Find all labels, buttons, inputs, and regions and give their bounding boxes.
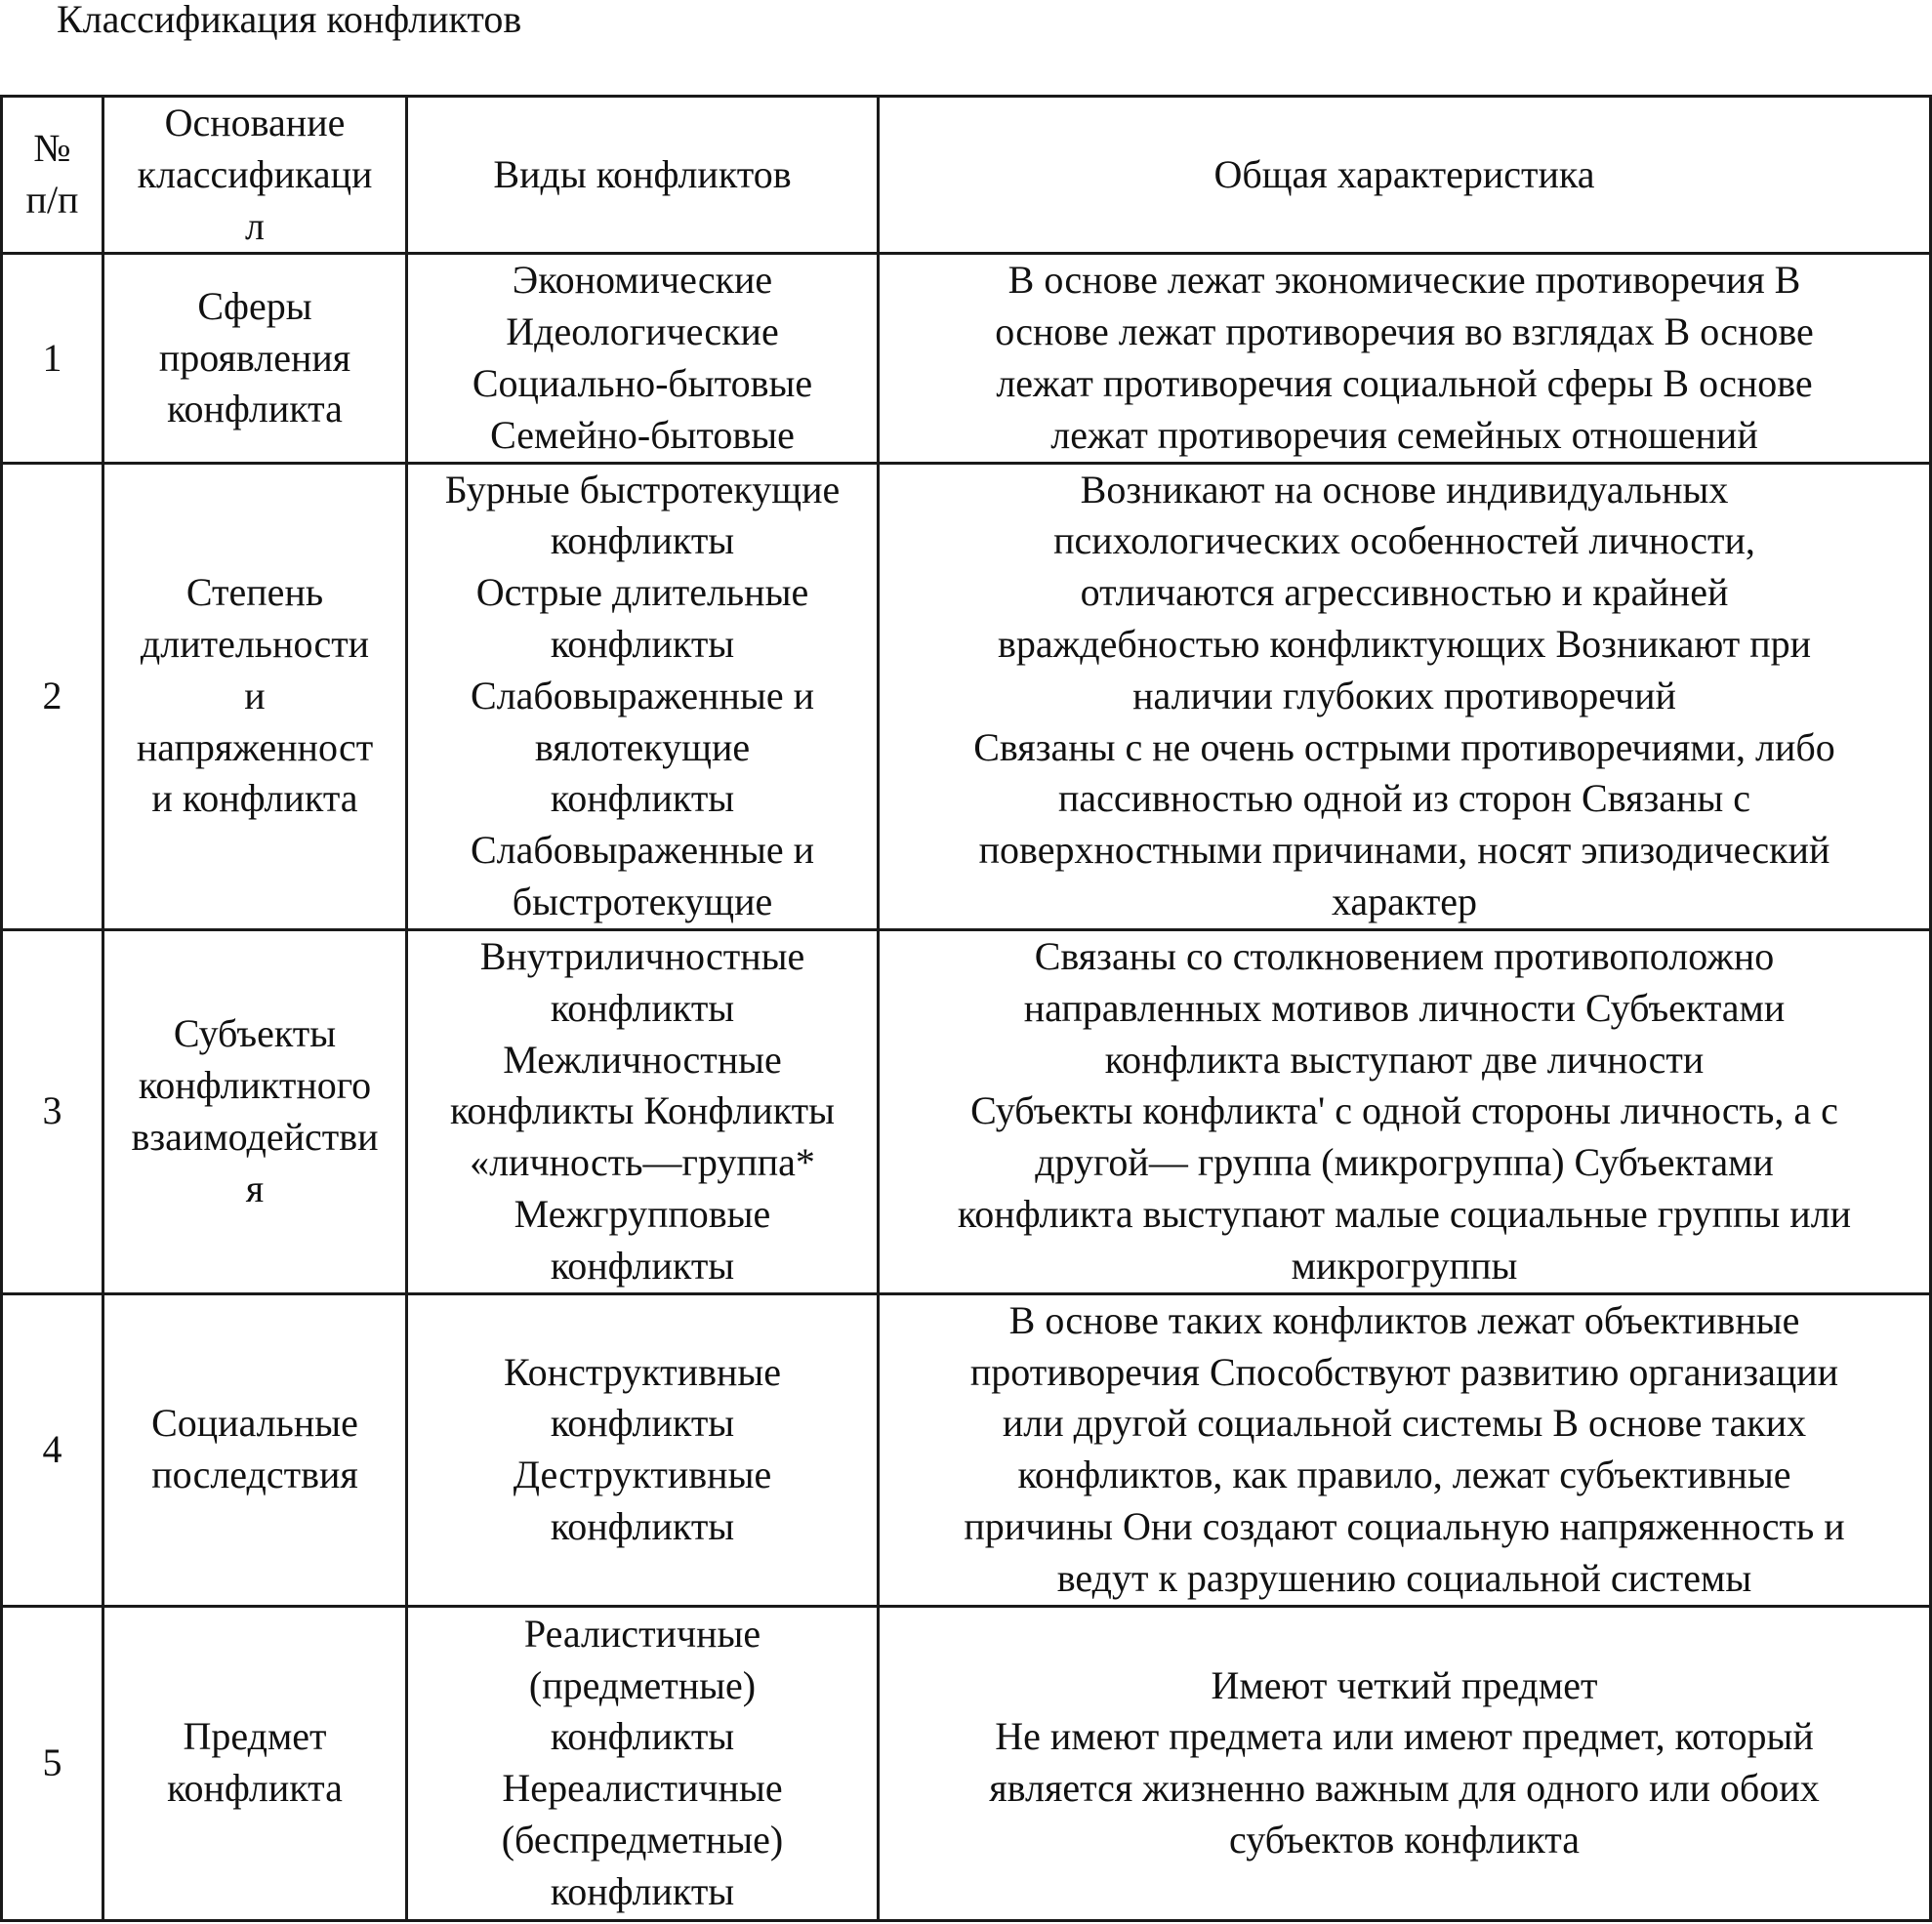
types-line: Конструктивные xyxy=(503,1349,781,1394)
basis-line: и xyxy=(244,673,266,717)
table-header-row xyxy=(2,97,1931,254)
row-number-cell: 4 xyxy=(2,1293,103,1606)
characteristic-line: причины Они создают социальную напряженность и xyxy=(964,1504,1845,1549)
characteristic-line: конфликтов, как правило, лежат субъективные xyxy=(1017,1453,1791,1497)
row-types-cell xyxy=(407,929,879,1293)
page-title: Классификация конфликтов xyxy=(57,0,522,41)
characteristic-line: наличии глубоких противоречий xyxy=(1132,673,1676,717)
types-line: Экономические xyxy=(512,258,773,303)
row-types-cell xyxy=(407,463,879,929)
types-line: конфликты xyxy=(550,985,735,1030)
types-line: конфликты xyxy=(550,1714,735,1759)
types-line: конфликты xyxy=(550,776,735,821)
row-characteristic-cell xyxy=(879,929,1931,1293)
characteristic-line: направленных мотивов личности Субъектами xyxy=(1023,985,1786,1030)
header-number-line: № xyxy=(33,126,71,171)
types-line: конфликты xyxy=(550,1243,735,1288)
row-basis-cell xyxy=(103,463,407,929)
basis-line: конфликта xyxy=(167,387,343,431)
row-basis-cell xyxy=(103,1293,407,1606)
types-line: Социально-бытовые xyxy=(472,360,813,405)
characteristic-line: конфликта выступают две личности xyxy=(1104,1037,1705,1082)
characteristic-line: Субъекты конфликта' с одной стороны личность, а с xyxy=(970,1088,1838,1133)
types-line: Слабовыраженные и xyxy=(471,673,814,717)
table-row xyxy=(2,463,1931,929)
types-line: Реалистичные xyxy=(523,1611,761,1656)
characteristic-line: враждебностью конфликтующих Возникают при xyxy=(997,621,1812,666)
row-characteristic-cell xyxy=(879,1293,1931,1606)
table-row xyxy=(2,1293,1931,1606)
characteristic-line: психологических особенностей личности, xyxy=(1053,518,1755,563)
types-line: вялотекущие xyxy=(534,724,751,769)
types-line: Бурные быстротекущие xyxy=(444,467,841,512)
row-types-cell xyxy=(407,1606,879,1920)
header-basis-line: л xyxy=(245,203,265,248)
types-line: конфликты xyxy=(550,1504,735,1549)
basis-line: конфликта xyxy=(167,1766,343,1811)
types-line: Внутриличностные xyxy=(479,933,805,978)
row-types-cell xyxy=(407,254,879,463)
types-line: (предметные) xyxy=(528,1662,757,1707)
characteristic-line: отличаются агрессивностью и крайней xyxy=(1080,570,1729,615)
types-line: (беспредметные) xyxy=(501,1818,784,1863)
characteristic-line: основе лежат противоречия во взглядах В основе xyxy=(995,309,1814,354)
header-types-line: Виды конфликтов xyxy=(493,151,792,196)
basis-line: взаимодействи xyxy=(131,1114,379,1159)
characteristic-line: поверхностными причинами, носят эпизодический xyxy=(978,828,1830,873)
basis-line: длительности xyxy=(140,621,370,666)
types-line: Нереалистичные xyxy=(502,1766,783,1811)
types-line: Межличностные xyxy=(503,1037,782,1082)
header-number xyxy=(2,97,103,254)
basis-line: конфликтного xyxy=(138,1062,372,1107)
types-line: конфликты xyxy=(550,1401,735,1446)
characteristic-line: или другой социальной системы В основе таких xyxy=(1002,1401,1807,1446)
row-basis-cell xyxy=(103,254,407,463)
types-line: конфликты xyxy=(550,1868,735,1913)
characteristic-line: лежат противоречия социальной сферы В основе xyxy=(996,360,1813,405)
basis-line: Субъекты xyxy=(173,1011,337,1056)
characteristic-line: Имеют четкий предмет xyxy=(1211,1662,1598,1707)
basis-line: Сферы xyxy=(197,283,312,328)
types-line: быстротекущие xyxy=(512,879,773,923)
basis-line: Степень xyxy=(185,570,324,615)
types-line: Семейно-бытовые xyxy=(490,412,795,457)
characteristic-line: Не имеют предмета или имеют предмет, который xyxy=(995,1714,1814,1759)
types-line: «личность—группа* xyxy=(470,1140,815,1185)
table-row xyxy=(2,1606,1931,1920)
header-basis-line: классификаци xyxy=(137,151,373,196)
characteristic-line: В основе лежат экономические противоречия В xyxy=(1007,258,1801,303)
header-number-line: п/п xyxy=(25,178,79,223)
types-line: конфликты Конфликты xyxy=(449,1088,835,1133)
types-line: Деструктивные xyxy=(513,1453,772,1497)
characteristic-line: пассивностью одной из сторон Связаны с xyxy=(1057,776,1751,821)
header-basis-line: Основание xyxy=(164,101,346,144)
row-basis-cell xyxy=(103,929,407,1293)
row-number-cell: 5 xyxy=(2,1606,103,1920)
types-line: конфликты xyxy=(550,621,735,666)
row-number-cell: 1 xyxy=(2,254,103,463)
basis-line: последствия xyxy=(151,1453,358,1497)
characteristic-line: конфликта выступают малые социальные группы или xyxy=(957,1191,1852,1236)
basis-line: и конфликта xyxy=(151,776,358,821)
types-line: конфликты xyxy=(550,518,735,563)
row-characteristic-cell xyxy=(879,463,1931,929)
row-characteristic-cell xyxy=(879,1606,1931,1920)
characteristic-line: характер xyxy=(1331,879,1478,923)
basis-line: Предмет xyxy=(183,1714,327,1759)
header-characteristic-line: Общая характеристика xyxy=(1213,151,1595,196)
characteristic-line: лежат противоречия семейных отношений xyxy=(1050,412,1758,457)
classification-table xyxy=(0,95,1932,1922)
characteristic-line: другой— группа (микрогруппа) Субъектами xyxy=(1035,1140,1774,1185)
basis-line: Социальные xyxy=(151,1401,358,1446)
row-basis-cell xyxy=(103,1606,407,1920)
characteristic-line: Связаны со столкновением противоположно xyxy=(1034,933,1775,978)
basis-line: я xyxy=(245,1166,265,1210)
characteristic-line: является жизненно важным для одного или обоих xyxy=(989,1766,1820,1811)
row-number-cell: 2 xyxy=(2,463,103,929)
types-line: Острые длительные xyxy=(475,570,809,615)
types-line: Межгрупповые xyxy=(514,1191,771,1236)
table-row xyxy=(2,254,1931,463)
header-characteristic xyxy=(879,97,1931,254)
basis-line: напряженност xyxy=(136,724,374,769)
header-basis xyxy=(103,97,407,254)
types-line: Идеологические xyxy=(506,309,779,354)
table-row xyxy=(2,929,1931,1293)
characteristic-line: В основе таких конфликтов лежат объективные xyxy=(1008,1297,1800,1342)
row-characteristic-cell xyxy=(879,254,1931,463)
basis-line: проявления xyxy=(158,335,351,380)
characteristic-line: противоречия Способствуют развитию организации xyxy=(969,1349,1839,1394)
types-line: Слабовыраженные и xyxy=(471,828,814,873)
characteristic-line: микрогруппы xyxy=(1291,1243,1518,1288)
characteristic-line: Возникают на основе индивидуальных xyxy=(1080,467,1729,512)
characteristic-line: ведут к разрушению социальной системы xyxy=(1056,1555,1752,1600)
characteristic-line: субъектов конфликта xyxy=(1229,1818,1580,1863)
header-types xyxy=(407,97,879,254)
characteristic-line: Связаны с не очень острыми противоречиями, либо xyxy=(973,724,1835,769)
row-types-cell xyxy=(407,1293,879,1606)
row-number-cell: 3 xyxy=(2,929,103,1293)
